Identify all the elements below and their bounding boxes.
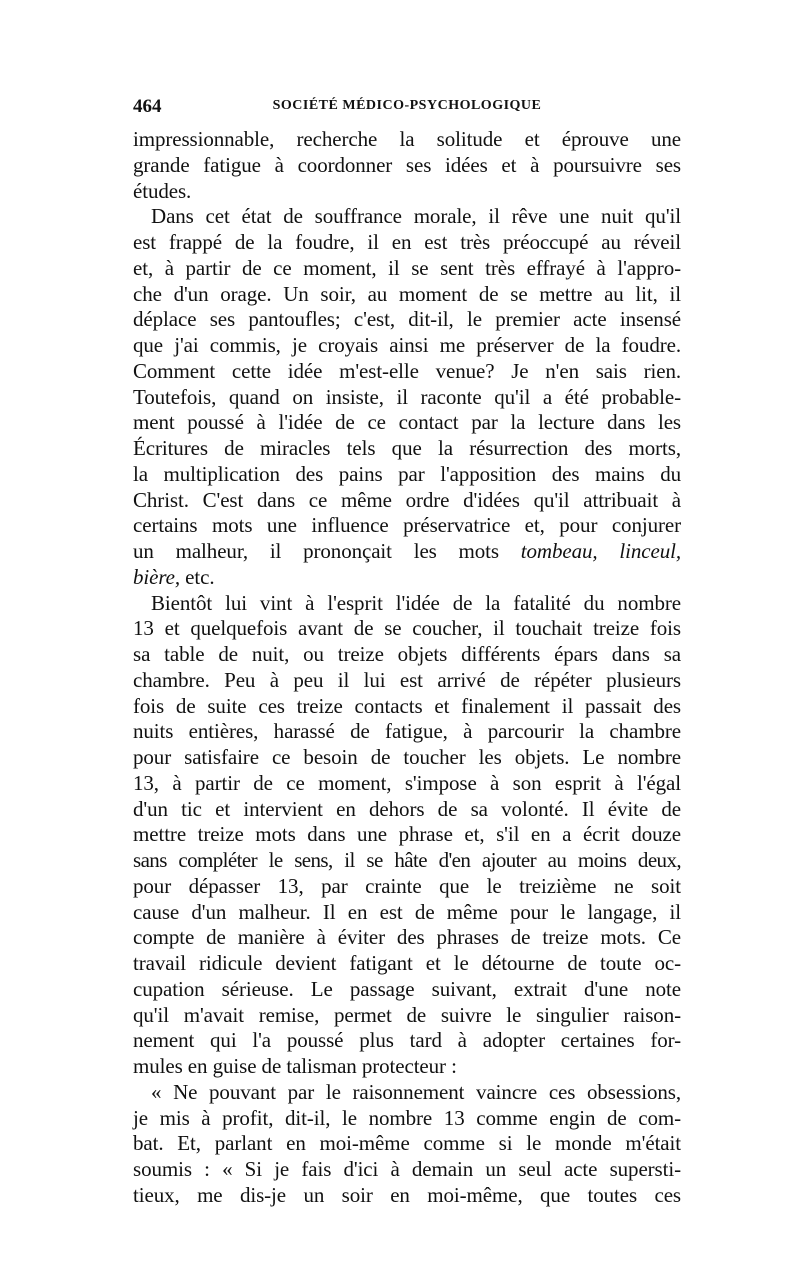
page-header	[133, 96, 681, 126]
page-number: 464	[133, 96, 162, 117]
text-line	[133, 900, 681, 926]
text-line	[133, 1003, 681, 1029]
text-line	[133, 1054, 681, 1080]
text-segment: nement qui l'a poussé plus tard à adopter certaines for-	[133, 1028, 681, 1053]
text-segment: Christ. C'est dans ce même ordre d'idées qu'il attribuait à	[133, 487, 681, 512]
text-segment: sa table de nuit, ou treize objets différents épars dans sa	[133, 642, 681, 666]
text-segment: fois de suite ces treize contacts et finalement il passait des	[133, 693, 681, 718]
italic-text: tombeau,	[520, 539, 598, 563]
text-segment: qu'il m'avait remise, permet de suivre le singulier raison-	[133, 1002, 681, 1027]
text-segment: pour dépasser 13, par crainte que le treizième ne soit	[133, 873, 681, 898]
text-line	[133, 745, 681, 771]
italic-text: bière,	[133, 564, 181, 589]
text-line	[133, 256, 681, 282]
text-line	[133, 359, 681, 385]
text-segment: « Ne pouvant par le raisonnement vaincre ces obsessions,	[151, 1079, 681, 1104]
text-line	[133, 539, 681, 565]
text-line	[133, 385, 681, 411]
text-segment: cupation sérieuse. Le passage suivant, extrait d'une note	[133, 976, 681, 1001]
text-segment: que j'ai commis, je croyais ainsi me préserver de la foudre.	[133, 333, 681, 357]
text-line	[133, 719, 681, 745]
text-line	[133, 127, 681, 153]
text-segment: certains mots une influence préservatrice et, pour conjurer	[133, 513, 681, 538]
text-segment: d'un tic et intervient en dehors de sa volonté. Il évite de	[133, 796, 681, 821]
text-line	[133, 822, 681, 848]
text-line	[133, 436, 681, 462]
text-line	[133, 1157, 681, 1183]
text-segment: un malheur, il prononçait les mots	[133, 539, 521, 563]
text-line	[133, 642, 681, 668]
text-line	[133, 230, 681, 256]
text-segment: bat. Et, parlant en moi-même comme si le monde m'était	[133, 1131, 681, 1156]
text-line	[133, 410, 681, 436]
italic-text: linceul,	[619, 539, 681, 563]
text-segment: mettre treize mots dans une phrase et, s'il en a écrit douze	[133, 822, 681, 847]
text-segment	[598, 539, 620, 563]
text-segment: pour satisfaire ce besoin de toucher les objets. Le nombre	[133, 745, 681, 769]
text-segment: soumis : « Si je fais d'ici à demain un seul acte supersti-	[133, 1157, 681, 1181]
text-line	[133, 462, 681, 488]
text-segment: Dans cet état de souffrance morale, il rêve une nuit qu'il	[151, 204, 681, 229]
text-line	[133, 1183, 681, 1209]
text-line	[133, 1028, 681, 1054]
text-line	[133, 488, 681, 514]
text-line	[133, 1080, 681, 1106]
text-segment: et, à partir de ce moment, il se sent très effrayé à l'appro-	[133, 255, 681, 280]
text-segment: la multiplication des pains par l'apposition des mains du	[133, 461, 681, 486]
text-segment: compte de manière à éviter des phrases de treize mots. Ce	[133, 925, 681, 950]
text-line	[133, 1106, 681, 1132]
text-segment: che d'un orage. Un soir, au moment de se mettre au lit, il	[133, 281, 681, 306]
body-text	[133, 127, 681, 1209]
text-line	[133, 925, 681, 951]
text-line	[133, 307, 681, 333]
text-segment: Toutefois, quand on insiste, il raconte qu'il a été probable-	[133, 384, 681, 409]
text-line	[133, 333, 681, 359]
text-line	[133, 565, 681, 591]
running-head: SOCIÉTÉ MÉDICO-PSYCHOLOGIQUE	[272, 98, 542, 113]
text-line	[133, 179, 681, 205]
text-line	[133, 616, 681, 642]
text-segment: Comment cette idée m'est-elle venue? Je n'en sais rien.	[133, 358, 681, 383]
text-line	[133, 694, 681, 720]
text-line	[133, 513, 681, 539]
text-segment: Bientôt lui vint à l'esprit l'idée de la fatalité du nombre	[151, 590, 681, 615]
text-segment: impressionnable, recherche la solitude et éprouve une	[133, 127, 681, 151]
text-segment: tieux, me dis-je un soir en moi-même, que toutes ces	[133, 1182, 681, 1207]
text-line	[133, 153, 681, 179]
text-segment: déplace ses pantoufles; c'est, dit-il, le premier acte insensé	[133, 307, 681, 332]
text-segment: je mis à profit, dit-il, le nombre 13 comme engin de com-	[133, 1105, 681, 1130]
text-segment: ment poussé à l'idée de ce contact par la lecture dans les	[133, 410, 681, 435]
text-segment: nuits entières, harassé de fatigue, à parcourir la chambre	[133, 719, 681, 744]
text-segment: est frappé de la foudre, il en est très préoccupé au réveil	[133, 230, 681, 254]
text-line	[133, 797, 681, 823]
text-segment: cause d'un malheur. Il en est de même pour le langage, il	[133, 899, 681, 924]
text-line	[133, 204, 681, 230]
text-segment: études.	[133, 178, 192, 203]
text-line	[133, 1131, 681, 1157]
text-line	[133, 977, 681, 1003]
text-line	[133, 874, 681, 900]
text-line	[133, 668, 681, 694]
text-segment: chambre. Peu à peu il lui est arrivé de répéter plusieurs	[133, 667, 681, 692]
text-line	[133, 771, 681, 797]
text-segment: Écritures de miracles tels que la résurrection des morts,	[133, 436, 681, 460]
text-segment: mules en guise de talisman protecteur :	[133, 1054, 457, 1078]
text-segment: travail ridicule devient fatigant et le détourne de toute oc-	[133, 951, 681, 975]
text-segment: 13 et quelquefois avant de se coucher, il touchait treize fois	[133, 616, 681, 641]
text-segment: grande fatigue à coordonner ses idées et à poursuivre ses	[133, 152, 681, 177]
text-line	[133, 951, 681, 977]
text-line	[133, 282, 681, 308]
text-segment: sans compléter le sens, il se hâte d'en ajouter au moins deux,	[133, 848, 681, 872]
text-segment: etc.	[180, 564, 215, 589]
text-line	[133, 591, 681, 617]
text-line	[133, 848, 681, 874]
text-segment: 13, à partir de ce moment, s'impose à son esprit à l'égal	[133, 770, 681, 795]
